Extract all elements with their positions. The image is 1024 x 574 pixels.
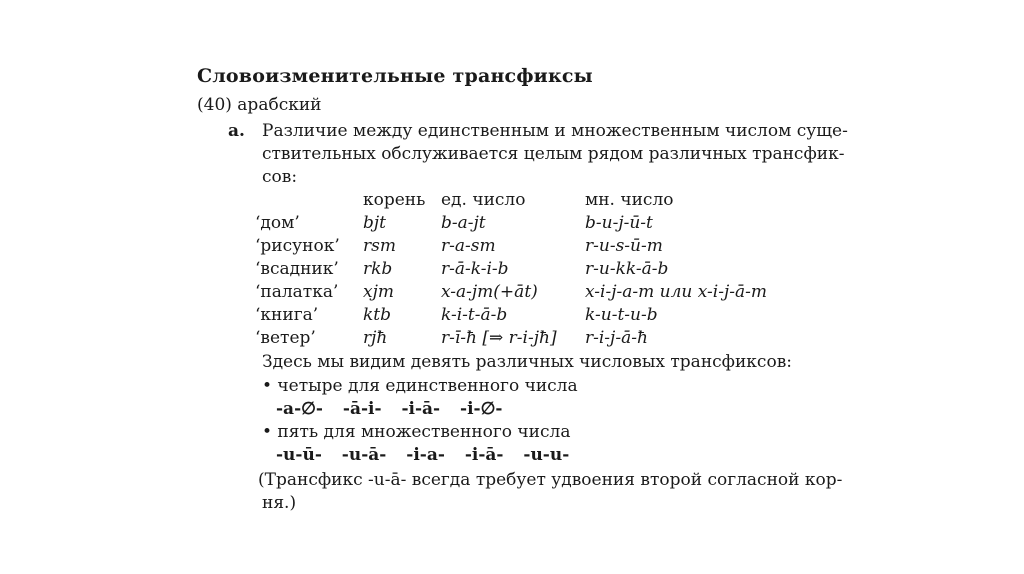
- note-line-2: ня.): [262, 493, 297, 513]
- table-row: [255, 259, 815, 282]
- row-root: ktb: [363, 305, 392, 325]
- intro-line-3: сов:: [262, 167, 298, 187]
- row-plural: x-i-j-a-m или x-i-j-ā-m: [585, 282, 767, 302]
- row-root: rjħ: [363, 328, 388, 348]
- table-row: [255, 236, 815, 259]
- bullet-plural: • пять для множественного числа: [262, 422, 571, 442]
- row-singular: r-a-sm: [441, 236, 496, 256]
- row-root: rsm: [363, 236, 396, 256]
- bullet-singular: • четыре для единственного числа: [262, 376, 578, 396]
- row-gloss: ‘палатка’: [255, 282, 339, 302]
- row-singular: x-a-jm(+āt): [441, 282, 538, 302]
- row-gloss: ‘книга’: [255, 305, 319, 325]
- table-header-row: [255, 190, 815, 213]
- row-singular: r-ī-ħ [⇒ r-i-jħ]: [441, 328, 557, 348]
- row-plural: r-i-j-ā-ħ: [585, 328, 648, 348]
- forms-plural: -u-ū- -u-ā- -i-a- -i-ā- -u-u-: [276, 445, 570, 465]
- table-row: [255, 213, 815, 236]
- row-gloss: ‘всадник’: [255, 259, 339, 279]
- row-singular: r-ā-k-i-b: [441, 259, 509, 279]
- row-plural: r-u-kk-ā-b: [585, 259, 669, 279]
- row-gloss: ‘дом’: [255, 213, 300, 233]
- forms-singular: -a-∅- -ā-i- -i-ā- -i-∅-: [276, 399, 503, 419]
- row-gloss: ‘рисунок’: [255, 236, 340, 256]
- header-singular: ед. число: [441, 190, 526, 210]
- row-root: xjm: [363, 282, 394, 302]
- row-root: rkb: [363, 259, 393, 279]
- table-row: [255, 328, 815, 351]
- table-row: [255, 305, 815, 328]
- intro-line-2: ствительных обслуживается целым рядом различных трансфик-: [262, 144, 845, 164]
- row-plural: r-u-s-ū-m: [585, 236, 663, 256]
- table-row: [255, 282, 815, 305]
- row-gloss: ‘ветер’: [255, 328, 316, 348]
- row-plural: k-u-t-u-b: [585, 305, 658, 325]
- intro-line-1: Различие между единственным и множественным числом суще-: [262, 121, 848, 141]
- section-title: Словоизменительные трансфиксы: [197, 65, 593, 87]
- note-line-1: (Трансфикс -u-ā- всегда требует удвоения второй согласной кор-: [258, 470, 843, 490]
- item-label: a.: [228, 121, 245, 141]
- row-singular: b-a-jt: [441, 213, 486, 233]
- summary-line: Здесь мы видим девять различных числовых трансфиксов:: [262, 352, 792, 372]
- header-root: корень: [363, 190, 426, 210]
- transfix-table: [255, 190, 815, 351]
- row-plural: b-u-j-ū-t: [585, 213, 653, 233]
- example-heading: (40) арабский: [197, 95, 322, 115]
- row-root: bjt: [363, 213, 386, 233]
- header-plural: мн. число: [585, 190, 674, 210]
- row-singular: k-i-t-ā-b: [441, 305, 508, 325]
